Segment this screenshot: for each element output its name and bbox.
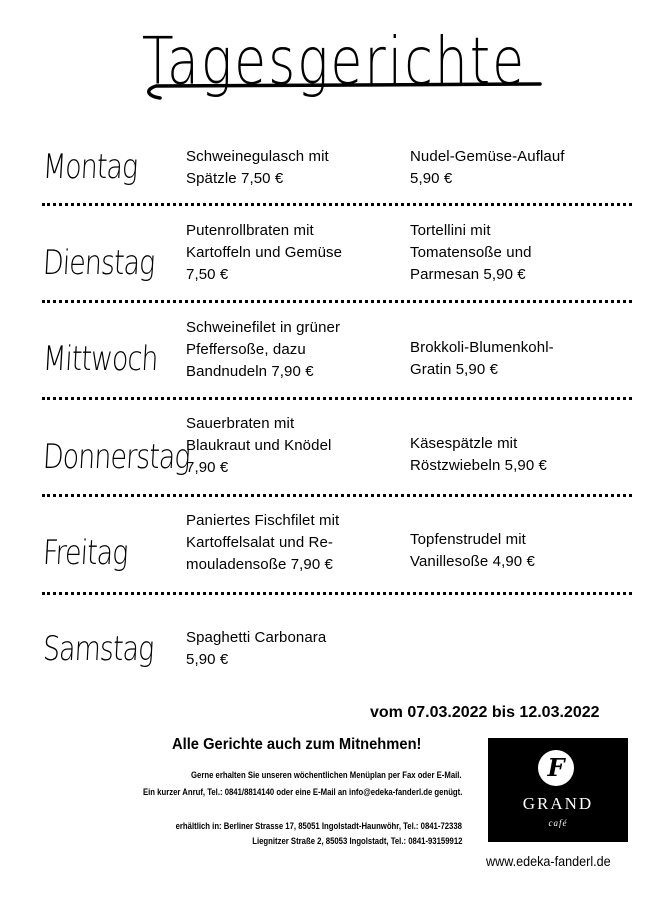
title-underline-swoosh — [140, 66, 560, 106]
divider — [42, 203, 632, 206]
address-text: Liegnitzer Straße 2, 85053 Ingolstadt, Tel.: 0841-93159912 — [251, 836, 462, 846]
day-label: Mittwoch — [41, 340, 159, 379]
dish-primary: Sauerbraten mit Blaukraut und Knödel 7,90 € — [186, 415, 332, 476]
dish-primary: Spaghetti Carbonara 5,90 € — [186, 629, 327, 668]
dish-primary: Schweinegulasch mit Spätzle 7,50 € — [186, 148, 329, 187]
date-range: vom 07.03.2022 bis 12.03.2022 — [370, 704, 600, 721]
divider — [42, 592, 632, 595]
day-label: Montag — [41, 148, 139, 187]
day-label: Freitag — [41, 534, 129, 573]
dish-secondary: Topfenstrudel mit Vanillesoße 4,90 € — [410, 531, 535, 570]
divider — [42, 494, 632, 497]
logo-name: GRAND — [522, 794, 594, 813]
dish-secondary: Tortellini mit Tomatensoße und Parmesan 5,90 € — [410, 222, 532, 283]
dish-secondary: Käsespätzle mit Röstzwiebeln 5,90 € — [410, 435, 547, 474]
takeaway-note: Alle Gerichte auch zum Mitnehmen! — [172, 736, 422, 753]
dish-primary: Paniertes Fischfilet mit Kartoffelsalat und Re- mouladensoße 7,90 € — [186, 512, 340, 573]
logo-monogram-icon: F — [538, 750, 574, 786]
dish-primary: Putenrollbraten mit Kartoffeln und Gemüse 7,50 € — [186, 222, 343, 283]
dish-secondary: Nudel-Gemüse-Auflauf 5,90 € — [410, 148, 565, 187]
grand-cafe-logo — [488, 738, 628, 842]
divider — [42, 300, 632, 303]
website-link[interactable]: www.edeka-fanderl.de — [486, 853, 611, 869]
day-label: Samstag — [41, 630, 155, 669]
page-title: Tagesgerichte — [141, 24, 527, 100]
address-text: erhältlich in: Berliner Strasse 17, 85051 Ingolstadt-Haunwöhr, Tel.: 0841-72338 — [175, 821, 462, 831]
day-label: Donnerstag — [41, 438, 191, 477]
divider — [42, 397, 632, 400]
day-label: Dienstag — [41, 244, 156, 283]
info-text: Gerne erhalten Sie unseren wöchentlichen Menüplan per Fax oder E-Mail. — [191, 770, 462, 780]
dish-secondary: Brokkoli-Blumenkohl- Gratin 5,90 € — [410, 339, 554, 378]
logo-subtitle: café — [548, 818, 568, 828]
info-text: Ein kurzer Anruf, Tel.: 0841/8814140 oder eine E-Mail an info@edeka-fanderl.de genügt. — [142, 787, 462, 797]
dish-primary: Schweinefilet in grüner Pfeffersoße, dazu Bandnudeln 7,90 € — [186, 319, 341, 380]
